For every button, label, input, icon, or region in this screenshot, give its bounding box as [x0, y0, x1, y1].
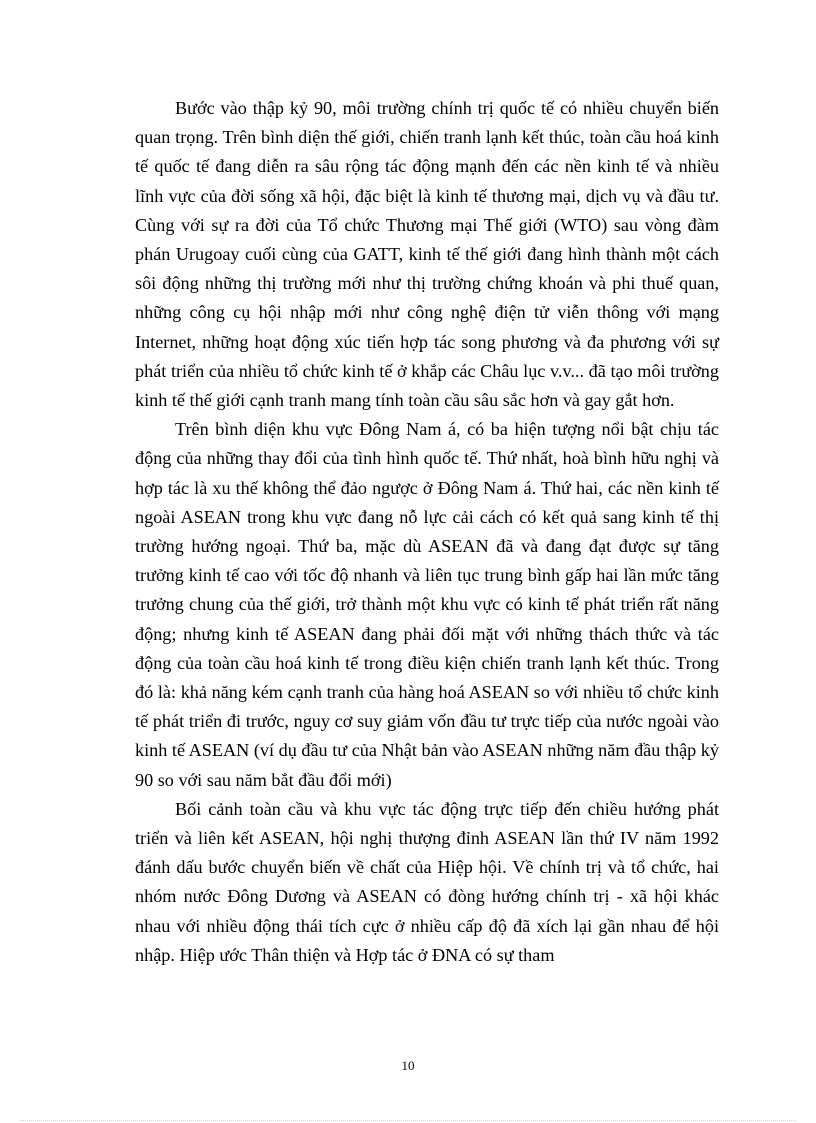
paragraph-2: Trên bình diện khu vực Đông Nam á, có ba hiện tượng nổi bật chịu tác động của những thay đổi của tình hình quốc tế. Thứ nhất, hoà bình hữu nghị và hợp tác là xu thế không thể đảo ngược ở Đông Nam á. Thứ hai, các nền kinh tế ngoài ASEAN trong khu vực đang nỗ lực cải cách có kết quả sang kinh tế thị trường hướng ngoại. Thứ ba, mặc dù ASEAN đã và đang đạt được sự tăng trưởng kinh tế cao với tốc độ nhanh và liên tục trung bình gấp hai lần mức tăng trưởng chung của thế giới, trở thành một khu vực có kinh tế phát triển rất năng động; nhưng kinh tế ASEAN đang phải đối mặt với những thách thức và tác động của toàn cầu hoá kinh tế trong điều kiện chiến tranh lạnh kết thúc. Trong đó là: khả năng kém cạnh tranh của hàng hoá ASEAN so với nhiều tổ chức kinh tế phát triển đi trước, nguy cơ suy giảm vốn đầu tư trực tiếp của nước ngoài vào kinh tế ASEAN (ví dụ đầu tư của Nhật bản vào ASEAN những năm đầu thập kỷ 90 so với sau năm bắt đầu đổi mới) [135, 419, 719, 790]
paragraph-3: Bối cảnh toàn cầu và khu vực tác động trực tiếp đến chiều hướng phát triển và liên kết ASEAN, hội nghị thượng đỉnh ASEAN lần thứ IV năm 1992 đánh dấu bước chuyển biến về chất của Hiệp hội. Về chính trị và tổ chức, hai nhóm nước Đông Dương và ASEAN có đòng hướng chính trị - xã hội khác nhau với nhiều động thái tích cực ở nhiều cấp độ đã xích lại gần nhau để hội nhập. Hiệp ước Thân thiện và Hợp tác ở ĐNA có sự tham [135, 798, 719, 965]
page-body [135, 94, 719, 970]
page-bottom-divider [20, 1120, 796, 1121]
page-number: 10 [401, 1058, 415, 1073]
paragraph-1: Bước vào thập kỷ 90, môi trường chính trị quốc tế có nhiều chuyển biến quan trọng. Trên bình diện thế giới, chiến tranh lạnh kết thúc, toàn cầu hoá kinh tế quốc tế đang diễn ra sâu rộng tác động mạnh đến các nền kinh tế và nhiều lĩnh vực của đời sống xã hội, đặc biệt là kinh tế thương mại, dịch vụ và đầu tư. Cùng với sự ra đời của Tổ chức Thương mại Thế giới (WTO) sau vòng đàm phán Urugoay cuối cùng của GATT, kinh tế thế giới đang hình thành một cách sôi động những thị trường mới như thị trường chứng khoán và phi thuế quan, những công cụ hội nhập mới như công nghệ điện tử viễn thông với mạng Internet, những hoạt động xúc tiến hợp tác song phương và đa phương với sự phát triển của nhiều tổ chức kinh tế ở khắp các Châu lục v.v... đã tạo môi trường kinh tế thế giới cạnh tranh mang tính toàn cầu sâu sắc hơn và gay gắt hơn. [135, 98, 719, 411]
